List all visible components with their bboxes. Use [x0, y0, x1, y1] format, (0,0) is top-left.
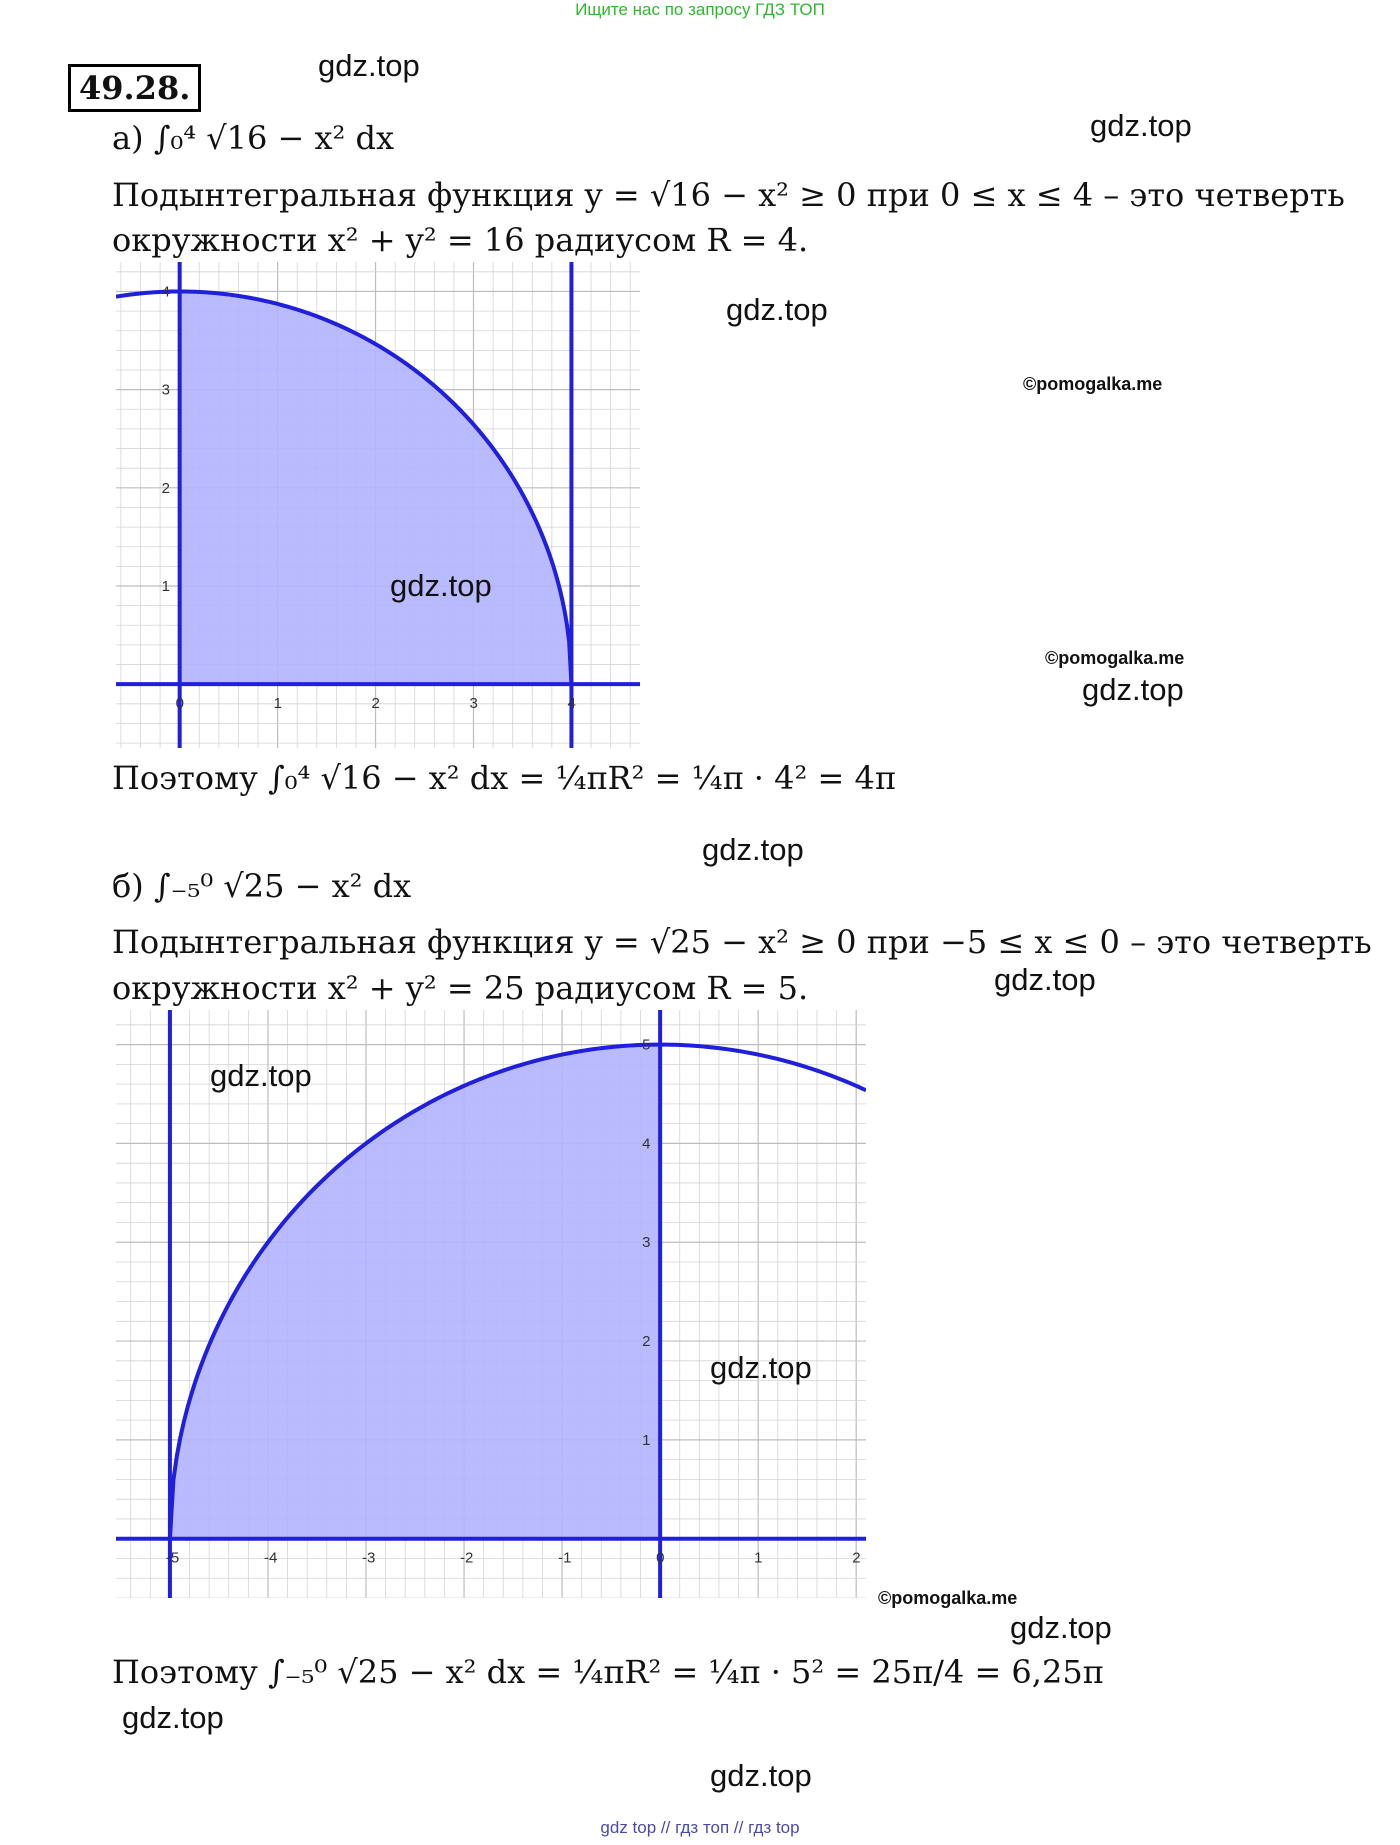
x-tick-label: 4 [567, 695, 576, 713]
y-tick-label: 1 [161, 578, 171, 595]
watermark-pomogalka: ©pomogalka.me [878, 1588, 1018, 1608]
y-tick-label: 3 [161, 381, 171, 399]
y-tick-label: 4 [642, 1135, 651, 1153]
watermark-gdz[interactable]: gdz.top [1090, 108, 1192, 143]
part-a-header: а) ∫₀⁴ √16 − x² dx [112, 119, 395, 157]
watermark-gdz[interactable]: gdz.top [122, 1700, 224, 1735]
part-b-line2: окружности x² + y² = 25 радиусом R = 5. [112, 969, 809, 1007]
y-tick-label: 1 [642, 1431, 651, 1449]
problem-number: 49.28. [68, 64, 201, 112]
watermark-gdz[interactable]: gdz.top [390, 568, 492, 603]
x-tick-label: 2 [371, 695, 380, 713]
x-tick-label: -3 [362, 1549, 376, 1567]
watermark-gdz[interactable]: gdz.top [702, 832, 804, 867]
part-b-line1: Подынтегральная функция y = √25 − x² ≥ 0 при −5 ≤ x ≤ 0 – это четверть [112, 923, 1372, 961]
x-tick-label: -1 [558, 1549, 572, 1567]
x-tick-label: 0 [656, 1549, 665, 1567]
watermark-gdz[interactable]: gdz.top [726, 292, 828, 327]
watermark-pomogalka: ©pomogalka.me [1023, 374, 1163, 394]
y-tick-label: 2 [161, 479, 171, 497]
x-tick-label: 0 [175, 695, 185, 713]
watermark-gdz[interactable]: gdz.top [1082, 672, 1184, 707]
shaded-area [170, 1045, 660, 1539]
y-tick-label: 4 [161, 283, 171, 301]
footer-links[interactable]: gdz top // гдз топ // гдз top [600, 1818, 800, 1837]
chart-a [116, 262, 640, 748]
watermark-gdz[interactable]: gdz.top [710, 1350, 812, 1385]
part-b-header: б) ∫₋₅⁰ √25 − x² dx [112, 867, 412, 905]
chart-b [116, 1010, 866, 1598]
part-b-result: Поэтому ∫₋₅⁰ √25 − x² dx = ¼πR² = ¼π · 5² = 25π/4 = 6,25π [112, 1653, 1104, 1691]
part-a-line2: окружности x² + y² = 16 радиусом R = 4. [112, 221, 809, 259]
y-tick-label: 3 [642, 1234, 651, 1252]
y-tick-label: 5 [642, 1036, 651, 1054]
x-tick-label: 1 [754, 1549, 763, 1567]
part-a-result: Поэтому ∫₀⁴ √16 − x² dx = ¼πR² = ¼π · 4² = 4π [112, 759, 896, 797]
x-tick-label: -4 [263, 1549, 278, 1567]
watermark-gdz[interactable]: gdz.top [318, 48, 420, 83]
y-tick-label: 2 [642, 1333, 651, 1351]
x-tick-label: -5 [165, 1549, 180, 1567]
x-tick-label: 3 [469, 695, 478, 713]
part-a-line1: Подынтегральная функция y = √16 − x² ≥ 0 при 0 ≤ x ≤ 4 – это четверть [112, 176, 1345, 214]
watermark-gdz[interactable]: gdz.top [710, 1758, 812, 1793]
x-tick-label: 2 [852, 1549, 861, 1567]
x-tick-label: 1 [273, 695, 282, 713]
watermark-gdz[interactable]: gdz.top [994, 962, 1096, 997]
watermark-pomogalka: ©pomogalka.me [1045, 648, 1185, 668]
watermark-gdz[interactable]: gdz.top [210, 1058, 312, 1093]
top-banner[interactable]: Ищите нас по запросу ГДЗ ТОП [575, 0, 825, 19]
watermark-gdz[interactable]: gdz.top [1010, 1610, 1112, 1645]
x-tick-label: -2 [460, 1549, 474, 1567]
